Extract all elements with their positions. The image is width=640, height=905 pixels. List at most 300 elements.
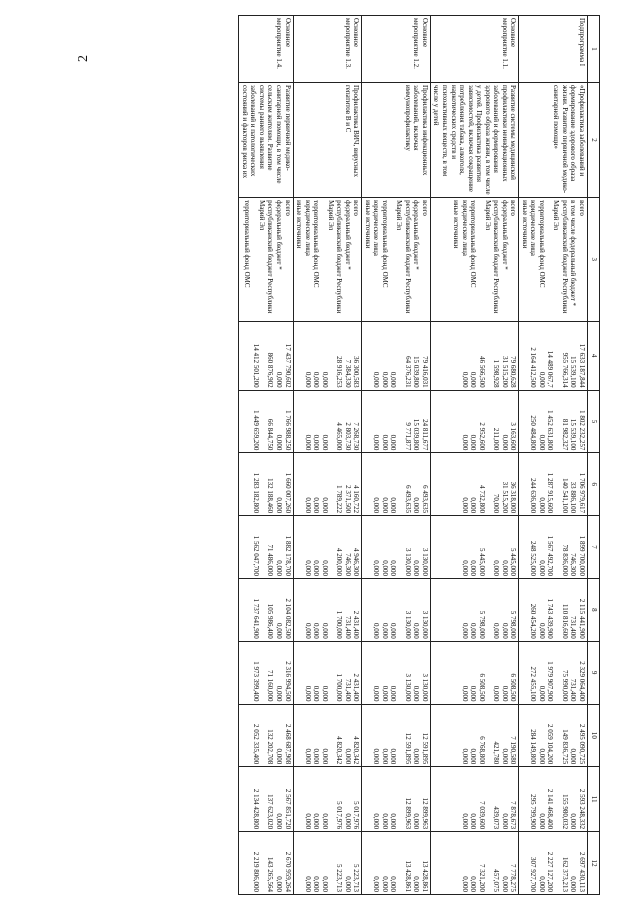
year-amount-cell: [430, 832, 518, 895]
column-header: 3: [588, 198, 600, 321]
amount-value: 70,000: [492, 493, 501, 514]
amount-value: 3 130,000: [420, 610, 429, 639]
amount-value: 0,000: [320, 685, 329, 702]
amount-value: 0,000: [380, 497, 389, 514]
year-amount-cell: [293, 578, 362, 641]
amount-value: 2 115 441,900: [578, 598, 586, 639]
amount-value: 421,780: [492, 741, 501, 765]
funding-source-label: федеральный бюджет *: [500, 200, 509, 270]
amount-value: 2 164 412,500: [529, 347, 538, 388]
amount-value: 0,000: [469, 497, 478, 514]
year-amount-cell: [362, 390, 431, 453]
amount-value: 1 766 988,250: [283, 410, 292, 451]
amount-value: 137 623,020: [266, 794, 275, 830]
year-amount-cell: [519, 704, 588, 767]
amount-value: 13 428,861: [420, 860, 429, 892]
funding-source-label: территориальный фонд ОМС: [312, 200, 321, 288]
amount-value: 0,000: [372, 813, 381, 830]
amount-value: 7 878,673: [509, 801, 518, 830]
amount-value: 0,000: [412, 748, 421, 765]
column-header: 11: [588, 767, 600, 832]
year-amount-cell: [293, 704, 362, 767]
amount-value: 0,000: [569, 748, 578, 765]
amount-value: 17 633 187,844: [578, 343, 586, 388]
amount-value: 250 484,800: [529, 415, 538, 451]
amount-value: 71 486,000: [266, 544, 275, 576]
amount-value: 14 489 067,7: [546, 350, 555, 388]
amount-value: 0,000: [372, 622, 381, 639]
amount-value: 0,000: [312, 622, 321, 639]
amount-value: 0,000: [312, 876, 321, 892]
year-amount-cell: [293, 516, 362, 579]
amount-value: 746,300: [569, 553, 578, 576]
amount-value: 3 130,000: [420, 673, 429, 702]
amount-value: 0,000: [500, 876, 509, 892]
year-amount-cell: [239, 832, 293, 895]
amount-value: 5 445,000: [477, 547, 486, 576]
amount-value: 2 567 851,720: [283, 788, 292, 830]
amount-value: 244 636,000: [529, 478, 538, 514]
amount-value: 28 916,253: [335, 356, 344, 388]
table-row: [362, 16, 431, 895]
amount-value: 0,000: [372, 685, 381, 702]
program-code: Основное мероприятие 1.2.: [362, 16, 431, 83]
amount-value: 0,000: [469, 371, 478, 388]
column-header: 1: [588, 16, 600, 83]
funding-table: [238, 15, 600, 895]
column-header: 7: [588, 516, 600, 579]
year-amount-cell: [519, 390, 588, 453]
amount-value: 0,000: [500, 748, 509, 765]
amount-value: 0,000: [312, 560, 321, 576]
amount-value: 149 836,725: [560, 729, 569, 765]
funding-source-label: всего: [578, 200, 586, 216]
amount-value: 0,000: [380, 622, 389, 639]
program-code: Основное мероприятие 1.1.: [430, 16, 518, 83]
funding-source-label: республиканский бюджет Республики Марий Эл: [395, 200, 412, 314]
amount-value: 0,000: [389, 497, 398, 514]
amount-value: 0,000: [460, 497, 469, 514]
amount-value: 2 104 082,500: [283, 598, 292, 639]
amount-value: 0,000: [537, 560, 546, 576]
amount-value: 860 876,902: [266, 352, 275, 388]
funding-source-label: территориальный фонд ОМС: [469, 200, 478, 288]
amount-value: 0,000: [537, 813, 546, 830]
amount-value: 0,000: [372, 434, 381, 451]
amount-value: 0,000: [320, 371, 329, 388]
amount-value: 0,000: [303, 685, 312, 702]
amount-value: 5 017,976: [335, 801, 344, 830]
amount-value: 3 130,000: [420, 547, 429, 576]
amount-value: 0,000: [389, 685, 398, 702]
column-header: 12: [588, 832, 600, 895]
amount-value: 140 541,100: [560, 478, 569, 514]
amount-value: 0,000: [492, 685, 501, 702]
amount-value: 4 946,300: [352, 547, 361, 576]
funding-sources: [362, 198, 431, 321]
amount-value: 4 820,342: [335, 736, 344, 765]
year-amount-cell: [362, 321, 431, 390]
amount-value: 2 431,400: [352, 673, 361, 702]
funding-source-label: территориальный фонд ОМС: [537, 200, 546, 288]
amount-value: 0,000: [469, 434, 478, 451]
amount-value: 0,000: [569, 813, 578, 830]
amount-value: 0,000: [460, 813, 469, 830]
amount-value: 0,000: [500, 622, 509, 639]
amount-value: 4 160,722: [352, 485, 361, 514]
amount-value: 12 899,963: [403, 797, 412, 830]
amount-value: 0,000: [389, 371, 398, 388]
header-row: [588, 16, 600, 895]
amount-value: 0,000: [460, 434, 469, 451]
amount-value: 0,000: [492, 622, 501, 639]
amount-value: 746,300: [343, 553, 352, 576]
amount-value: 0,000: [460, 748, 469, 765]
year-amount-cell: [239, 516, 293, 579]
amount-value: 1 283 182,800: [251, 472, 260, 514]
program-title: «Профилактика заболеваний и формирование здорового образа жизни. Развитие первичной медико-санитарной помощи»: [519, 82, 588, 197]
amount-value: 2 134 428,800: [251, 788, 260, 830]
amount-value: 105 986,400: [266, 603, 275, 639]
amount-value: 0,000: [372, 560, 381, 576]
amount-value: 0,000: [312, 497, 321, 514]
amount-value: 0,000: [389, 434, 398, 451]
funding-source-label: территориальный фонд ОМС: [243, 200, 252, 288]
amount-value: 1 979 907,900: [546, 661, 555, 702]
amount-value: 260 454,200: [529, 603, 538, 639]
amount-value: 272 455,100: [529, 666, 538, 702]
amount-value: 2 316 994,500: [283, 661, 292, 702]
amount-value: 1 287 915,600: [546, 472, 555, 514]
amount-value: 1 598,928: [492, 359, 501, 388]
year-amount-cell: [293, 390, 362, 453]
amount-value: 78 836,000: [560, 544, 569, 576]
table-row: [239, 16, 293, 895]
amount-value: 4 200,000: [335, 547, 344, 576]
amount-value: 12 899,963: [420, 797, 429, 830]
amount-value: 0,000: [412, 685, 421, 702]
table-row: [430, 16, 518, 895]
amount-value: 0,000: [343, 748, 352, 765]
funding-source-label: федеральный бюджет *: [412, 200, 421, 270]
amount-value: 7 321,200: [477, 864, 486, 892]
amount-value: 1 449 659,200: [251, 410, 260, 451]
amount-value: 2 697 430,113: [578, 852, 586, 892]
amount-value: 5 017,976: [352, 801, 361, 830]
amount-value: 4 732,800: [477, 485, 486, 514]
amount-value: 0,000: [312, 371, 321, 388]
amount-value: 3 130,000: [403, 547, 412, 576]
year-amount-cell: [362, 516, 431, 579]
amount-value: 1 706 979,617: [578, 472, 586, 514]
amount-value: 31 515,200: [500, 481, 509, 514]
year-amount-cell: [239, 767, 293, 832]
amount-value: 79 680,628: [509, 356, 518, 388]
funding-source-label: федеральный бюджет *: [343, 200, 352, 270]
year-amount-cell: [519, 453, 588, 516]
program-title: Развитие системы медицинской профилактики неинфекционных заболеваний и формирования здорового образа жизни, в том числе у детей. Профилактика развития зависимостей, включая сокращение потребления табака, алкоголя, наркотических средств и психоактивных веществ, в том числе у детей: [430, 82, 518, 197]
column-header: 2: [588, 82, 600, 197]
amount-value: 5 445,000: [509, 547, 518, 576]
table-row: [519, 16, 588, 895]
amount-value: 1 802 232,257: [578, 410, 586, 451]
year-amount-cell: [430, 453, 518, 516]
amount-value: 1 899 700,000: [578, 535, 586, 576]
amount-value: 5 798,000: [509, 610, 518, 639]
amount-value: 0,000: [412, 560, 421, 576]
amount-value: 731,400: [569, 678, 578, 702]
amount-value: 0,000: [303, 560, 312, 576]
funding-source-label: юридические лица: [529, 200, 538, 256]
amount-value: 731,400: [569, 615, 578, 639]
amount-value: 0,000: [275, 434, 283, 451]
amount-value: 2 329 064,400: [578, 661, 586, 702]
amount-value: 17 437 790,602: [283, 343, 292, 388]
amount-value: 1 882 178,700: [283, 535, 292, 576]
amount-value: 2 593 248,332: [578, 788, 586, 830]
page-number: 2: [76, 55, 91, 62]
amount-value: 14 412 501,200: [251, 343, 260, 388]
amount-value: 457,075: [492, 869, 501, 892]
amount-value: 9 771,877: [403, 422, 412, 451]
funding-sources: [293, 198, 362, 321]
amount-value: 0,000: [389, 813, 398, 830]
funding-source-label: иные источники: [295, 200, 304, 249]
amount-value: 0,000: [312, 813, 321, 830]
amount-value: 0,000: [275, 560, 283, 576]
amount-value: 0,000: [500, 560, 509, 576]
amount-value: 2 670 959,264: [283, 851, 292, 892]
year-amount-cell: [519, 321, 588, 390]
amount-value: 3 130,000: [403, 610, 412, 639]
amount-value: 66 844,750: [266, 418, 275, 451]
amount-value: 0,000: [303, 434, 312, 451]
year-amount-cell: [362, 453, 431, 516]
year-amount-cell: [293, 767, 362, 832]
amount-value: 5 223,713: [335, 864, 344, 892]
year-amount-cell: [239, 704, 293, 767]
amount-value: 3 163,600: [509, 422, 518, 451]
funding-source-label: всего: [283, 200, 292, 216]
amount-value: 0,000: [380, 371, 389, 388]
amount-value: 2 219 806,000: [251, 851, 260, 892]
amount-value: 2 468 687,908: [283, 724, 292, 765]
amount-value: 6 508,500: [509, 673, 518, 702]
amount-value: 0,000: [320, 748, 329, 765]
amount-value: 2 431,400: [352, 610, 361, 639]
year-amount-cell: [519, 578, 588, 641]
amount-value: 0,000: [275, 371, 283, 388]
amount-value: 79 416,031: [420, 356, 429, 388]
amount-value: 7 384,330: [343, 359, 352, 388]
column-header: 4: [588, 321, 600, 390]
amount-value: 439,073: [492, 806, 501, 830]
year-amount-cell: [430, 704, 518, 767]
amount-value: 143 265,564: [266, 857, 275, 892]
amount-value: 2 803,730: [343, 422, 352, 451]
amount-value: 0,000: [303, 622, 312, 639]
amount-value: 0,000: [275, 685, 283, 702]
year-amount-cell: [362, 832, 431, 895]
amount-value: 0,000: [303, 497, 312, 514]
year-amount-cell: [293, 321, 362, 390]
amount-value: 0,000: [537, 876, 546, 892]
amount-value: 1 700,000: [335, 610, 344, 639]
funding-sources: [239, 198, 293, 321]
amount-value: 0,000: [537, 497, 546, 514]
funding-source-label: иные источники: [452, 200, 461, 249]
amount-value: 46 566,500: [477, 356, 486, 388]
program-title: Профилактика инфекционных заболеваний, включая иммунопрофилактику: [362, 82, 431, 197]
amount-value: 0,000: [320, 876, 329, 892]
amount-value: 0,000: [460, 876, 469, 892]
amount-value: 81 982,327: [560, 418, 569, 451]
year-amount-cell: [293, 453, 362, 516]
amount-value: 1 452 631,800: [546, 410, 555, 451]
amount-value: 2 227 127,200: [546, 851, 555, 892]
program-title: Развитие первичной медико-санитарной помощи, в том числе сельским жителям. Развитие системы раннего выявления заболеваний и патологических состояний и факторов риска их: [239, 82, 293, 197]
amount-value: 0,000: [537, 622, 546, 639]
amount-value: 0,000: [537, 434, 546, 451]
amount-value: 2 495 090,725: [578, 724, 586, 765]
amount-value: 0,000: [389, 876, 398, 892]
amount-value: 5 798,000: [477, 610, 486, 639]
year-amount-cell: [430, 516, 518, 579]
amount-value: 0,000: [389, 748, 398, 765]
year-amount-cell: [430, 390, 518, 453]
amount-value: 0,000: [500, 685, 509, 702]
amount-value: 64 376,231: [403, 356, 412, 388]
year-amount-cell: [239, 321, 293, 390]
amount-value: 0,000: [469, 748, 478, 765]
amount-value: 155 980,032: [560, 794, 569, 830]
funding-source-label: республиканский бюджет Республики Марий Эл: [552, 200, 569, 314]
amount-value: 12 591,895: [420, 732, 429, 765]
amount-value: 0,000: [372, 497, 381, 514]
program-code: Основное мероприятие 1.4.: [239, 16, 293, 83]
amount-value: 0,000: [320, 622, 329, 639]
year-amount-cell: [430, 578, 518, 641]
amount-value: 0,000: [380, 876, 389, 892]
amount-value: 0,000: [469, 622, 478, 639]
year-amount-cell: [519, 641, 588, 704]
amount-value: 0,000: [412, 876, 421, 892]
funding-source-label: республиканский бюджет Республики Марий Эл: [257, 200, 275, 314]
amount-value: 15 039,800: [412, 418, 421, 451]
amount-value: 71 160,000: [266, 670, 275, 702]
funding-source-label: всего: [352, 200, 361, 216]
year-amount-cell: [239, 641, 293, 704]
amount-value: 284 149,800: [529, 729, 538, 765]
amount-value: 0,000: [500, 813, 509, 830]
amount-value: 295 799,900: [529, 794, 538, 830]
amount-value: 211,000: [492, 427, 501, 451]
amount-value: 0,000: [312, 748, 321, 765]
amount-value: 15 539,100: [569, 418, 578, 451]
amount-value: 0,000: [303, 748, 312, 765]
amount-value: 1 743 439,900: [546, 598, 555, 639]
amount-value: 6 508,500: [477, 673, 486, 702]
column-header: 6: [588, 453, 600, 516]
amount-value: 1 737 641,900: [251, 598, 260, 639]
year-amount-cell: [519, 832, 588, 895]
funding-source-label: юридические лица: [372, 200, 381, 256]
amount-value: 307 927,700: [529, 857, 538, 892]
amount-value: 2 371,500: [343, 485, 352, 514]
funding-sources: [430, 198, 518, 321]
amount-value: 3 130,000: [403, 673, 412, 702]
amount-value: 6 493,635: [403, 485, 412, 514]
amount-value: 0,000: [372, 876, 381, 892]
amount-value: 5 223,713: [352, 864, 361, 892]
amount-value: 0,000: [460, 560, 469, 576]
amount-value: 0,000: [320, 497, 329, 514]
year-amount-cell: [430, 321, 518, 390]
amount-value: 1 660 007,260: [283, 472, 292, 514]
amount-value: 7 039,600: [477, 801, 486, 830]
amount-value: 2 059 104,200: [546, 724, 555, 765]
funding-source-label: республиканский бюджет Республики Марий Эл: [483, 200, 501, 314]
funding-source-label: иные источники: [363, 200, 372, 249]
amount-value: 0,000: [275, 748, 283, 765]
amount-value: 0,000: [412, 497, 421, 514]
amount-value: 731,400: [343, 678, 352, 702]
amount-value: 2 052 335,400: [251, 724, 260, 765]
year-amount-cell: [293, 832, 362, 895]
year-amount-cell: [430, 641, 518, 704]
year-amount-cell: [239, 390, 293, 453]
year-amount-cell: [239, 453, 293, 516]
funding-source-label: федеральный бюджет *: [275, 200, 283, 270]
amount-value: 0,000: [303, 876, 312, 892]
amount-value: 0,000: [312, 434, 321, 451]
amount-value: 7 268,730: [352, 422, 361, 451]
amount-value: 15 039,800: [412, 356, 421, 388]
amount-value: 13 428,861: [403, 860, 412, 892]
amount-value: 110 816,600: [560, 603, 569, 639]
funding-source-label: территориальный фонд ОМС: [380, 200, 389, 288]
amount-value: 0,000: [500, 434, 509, 451]
amount-value: 0,000: [537, 371, 546, 388]
amount-value: 1 567 492,700: [546, 535, 555, 576]
amount-value: 2 952,600: [477, 422, 486, 451]
amount-value: 0,000: [537, 748, 546, 765]
funding-source-label: юридические лица: [303, 200, 312, 256]
amount-value: 0,000: [469, 560, 478, 576]
amount-value: 0,000: [460, 371, 469, 388]
year-amount-cell: [430, 767, 518, 832]
amount-value: 0,000: [380, 434, 389, 451]
amount-value: 132 202,708: [266, 729, 275, 765]
amount-value: 1 700,000: [335, 673, 344, 702]
funding-source-label: юридические лица: [460, 200, 469, 256]
amount-value: 955 766,314: [560, 352, 569, 388]
amount-value: 6 493,635: [420, 485, 429, 514]
amount-value: 1 789,222: [335, 485, 344, 514]
year-amount-cell: [362, 704, 431, 767]
amount-value: 0,000: [320, 813, 329, 830]
amount-value: 0,000: [275, 876, 283, 892]
year-amount-cell: [239, 578, 293, 641]
amount-value: 0,000: [275, 622, 283, 639]
program-code: Основное мероприятие 1.3.: [293, 16, 362, 83]
amount-value: 7 190,580: [509, 736, 518, 765]
program-code: Подпрограмма I: [519, 16, 588, 83]
amount-value: 162 373,213: [560, 857, 569, 892]
amount-value: 0,000: [412, 813, 421, 830]
year-amount-cell: [362, 578, 431, 641]
amount-value: 731,400: [343, 615, 352, 639]
